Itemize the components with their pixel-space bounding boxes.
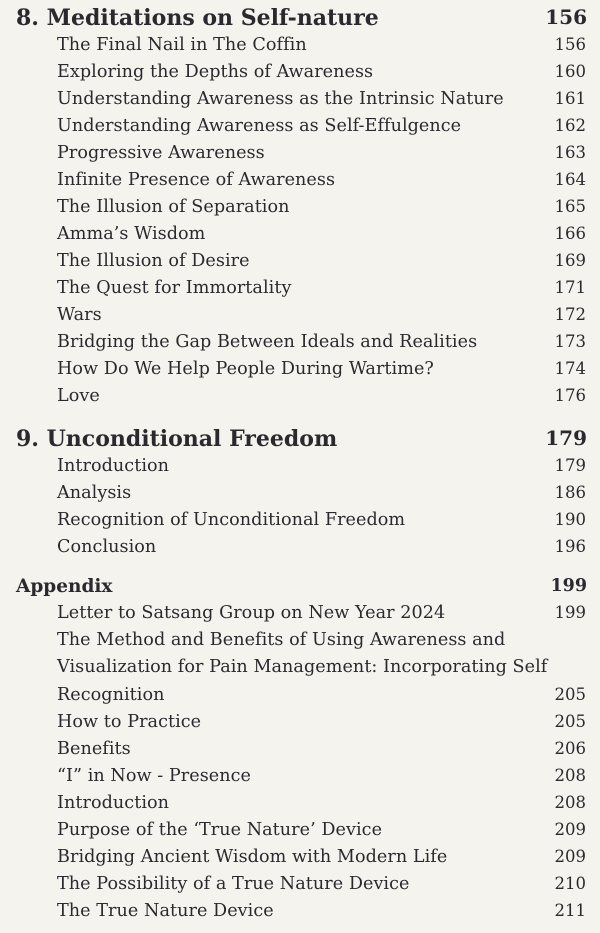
entry-title: Recognition [57, 685, 165, 705]
entry-page-number: 210 [554, 874, 586, 893]
appendix-heading [0, 576, 600, 603]
toc-entry-wrapped-line [0, 630, 600, 657]
entry-title: Progressive Awareness [57, 143, 265, 163]
entry-title: The Quest for Immortality [57, 278, 292, 298]
chapter-title: 8. Meditations on Self-nature [16, 5, 379, 31]
toc-entry [0, 386, 600, 413]
chapter-page-number: 179 [545, 426, 587, 450]
toc-entry [0, 793, 600, 820]
toc-entry [0, 483, 600, 510]
entry-page-number: 179 [554, 456, 586, 475]
toc-entry [0, 537, 600, 564]
entry-page-number: 162 [554, 116, 586, 135]
appendix-title: Appendix [16, 576, 113, 597]
entry-page-number: 209 [554, 820, 586, 839]
entry-title: “I” in Now - Presence [57, 766, 252, 786]
entry-page-number: 190 [554, 510, 586, 529]
entry-page-number: 196 [554, 537, 586, 556]
entry-page-number: 211 [554, 901, 586, 920]
chapter-heading [0, 5, 600, 32]
entry-title: The True Nature Device [57, 901, 274, 921]
toc-entry [0, 251, 600, 278]
entry-title: Infinite Presence of Awareness [57, 170, 336, 190]
entry-page-number: 208 [554, 766, 586, 785]
toc-entry [0, 89, 600, 116]
entry-page-number: 174 [554, 359, 586, 378]
entry-page-number: 163 [554, 143, 586, 162]
entry-title: Benefits [57, 739, 131, 759]
entry-title: The Possibility of a True Nature Device [57, 874, 410, 894]
toc-entry [0, 305, 600, 332]
entry-title: Exploring the Depths of Awareness [57, 62, 374, 82]
toc-entry [0, 62, 600, 89]
toc-entry [0, 739, 600, 766]
entry-title: How Do We Help People During Wartime? [57, 359, 434, 379]
toc-entry [0, 456, 600, 483]
toc-entry [0, 332, 600, 359]
entry-title: Bridging Ancient Wisdom with Modern Life [57, 847, 448, 867]
entry-page-number: 209 [554, 847, 586, 866]
toc-entry [0, 359, 600, 386]
entry-page-number: 176 [554, 386, 586, 405]
entry-title: The Illusion of Desire [57, 251, 250, 271]
chapter-title: 9. Unconditional Freedom [16, 426, 338, 452]
entry-page-number: 205 [554, 685, 586, 704]
entry-page-number: 172 [554, 305, 586, 324]
entry-title: Conclusion [57, 537, 157, 557]
entry-title: Love [57, 386, 100, 406]
entry-title: Analysis [57, 483, 132, 503]
toc-entry [0, 820, 600, 847]
entry-page-number: 156 [554, 35, 586, 54]
entry-title: Introduction [57, 456, 170, 476]
entry-title: Understanding Awareness as the Intrinsic Nature [57, 89, 504, 109]
toc-entry [0, 603, 600, 630]
toc-entry [0, 847, 600, 874]
chapter-page-number: 156 [545, 5, 587, 29]
entry-title: Understanding Awareness as Self-Effulgence [57, 116, 462, 136]
toc-entry [0, 35, 600, 62]
chapter-heading [0, 426, 600, 453]
toc-entry [0, 143, 600, 170]
toc-entry [0, 116, 600, 143]
entry-page-number: 169 [554, 251, 586, 270]
entry-title: The Method and Benefits of Using Awareness and [57, 630, 506, 650]
entry-page-number: 173 [554, 332, 586, 351]
entry-page-number: 165 [554, 197, 586, 216]
entry-title: The Final Nail in The Coffin [57, 35, 307, 55]
entry-title: Bridging the Gap Between Ideals and Realities [57, 332, 478, 352]
appendix-page-number: 199 [550, 576, 587, 596]
toc-entry [0, 874, 600, 901]
entry-title: The Illusion of Separation [57, 197, 290, 217]
toc-entry [0, 510, 600, 537]
entry-title: Recognition of Unconditional Freedom [57, 510, 406, 530]
toc-entry [0, 197, 600, 224]
entry-page-number: 205 [554, 712, 586, 731]
entry-page-number: 161 [554, 89, 586, 108]
toc-entry-wrapped-line [0, 657, 600, 684]
entry-title: Amma’s Wisdom [57, 224, 206, 244]
entry-page-number: 199 [554, 603, 586, 622]
toc-entry [0, 278, 600, 305]
entry-title: Letter to Satsang Group on New Year 2024 [57, 603, 446, 623]
entry-title: How to Practice [57, 712, 202, 732]
entry-page-number: 166 [554, 224, 586, 243]
toc-entry [0, 712, 600, 739]
entry-title: Introduction [57, 793, 170, 813]
entry-title: Wars [57, 305, 102, 325]
entry-page-number: 208 [554, 793, 586, 812]
toc-entry [0, 901, 600, 928]
entry-title: Visualization for Pain Management: Incorporating Self [57, 657, 548, 677]
toc-entry [0, 685, 600, 712]
entry-page-number: 164 [554, 170, 586, 189]
toc-entry [0, 170, 600, 197]
entry-page-number: 206 [554, 739, 586, 758]
toc-entry [0, 766, 600, 793]
entry-page-number: 160 [554, 62, 586, 81]
toc-entry [0, 224, 600, 251]
entry-page-number: 186 [554, 483, 586, 502]
entry-title: Purpose of the ‘True Nature’ Device [57, 820, 383, 840]
entry-page-number: 171 [554, 278, 586, 297]
